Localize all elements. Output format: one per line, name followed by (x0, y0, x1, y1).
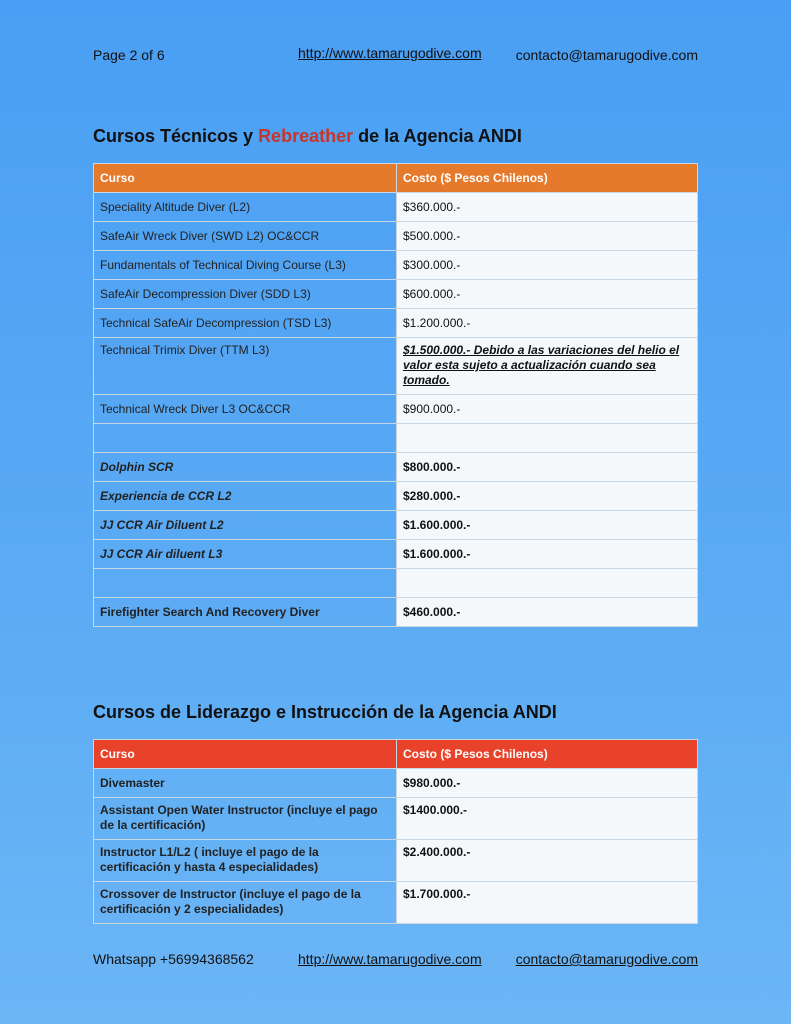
table-header-row (94, 740, 698, 769)
table-header-row (94, 164, 698, 193)
column-header-course: Curso (94, 740, 397, 769)
course-name: Instructor L1/L2 ( incluye el pago de la certificación y hasta 4 especialidades) (94, 840, 397, 882)
table-row (94, 395, 698, 424)
section-title-technical: Cursos Técnicos y Rebreather de la Agencia ANDI (93, 126, 522, 146)
course-name: Assistant Open Water Instructor (incluye el pago de la certificación) (94, 798, 397, 840)
course-name: SafeAir Decompression Diver (SDD L3) (94, 280, 397, 309)
course-cost: $800.000.- (397, 453, 698, 482)
course-name: JJ CCR Air Diluent L2 (94, 511, 397, 540)
table-row (94, 598, 698, 627)
column-header-cost: Costo ($ Pesos Chilenos) (397, 740, 698, 769)
course-name: Fundamentals of Technical Diving Course (L3) (94, 251, 397, 280)
course-cost: $1.600.000.- (397, 511, 698, 540)
course-name: JJ CCR Air diluent L3 (94, 540, 397, 569)
table-row (94, 540, 698, 569)
course-cost: $2.400.000.- (397, 840, 698, 882)
course-cost: $360.000.- (397, 193, 698, 222)
course-cost: $1.600.000.- (397, 540, 698, 569)
table-row (94, 511, 698, 540)
course-name: Speciality Altitude Diver (L2) (94, 193, 397, 222)
course-cost: $280.000.- (397, 482, 698, 511)
table-row-empty (94, 569, 698, 598)
page-header (93, 47, 698, 67)
table-row (94, 193, 698, 222)
course-name: Dolphin SCR (94, 453, 397, 482)
table-row (94, 882, 698, 924)
course-cost (397, 569, 698, 598)
table-row (94, 769, 698, 798)
table-row (94, 482, 698, 511)
footer-website-link[interactable]: http://www.tamarugodive.com (298, 951, 482, 967)
course-cost: $460.000.- (397, 598, 698, 627)
footer-email-link[interactable]: contacto@tamarugodive.com (515, 951, 698, 967)
technical-courses-table (93, 163, 698, 627)
table-row-empty (94, 424, 698, 453)
course-cost: $900.000.- (397, 395, 698, 424)
course-name: Experiencia de CCR L2 (94, 482, 397, 511)
header-email[interactable]: contacto@tamarugodive.com (515, 47, 698, 63)
column-header-course: Curso (94, 164, 397, 193)
table-row (94, 309, 698, 338)
course-name: Technical Wreck Diver L3 OC&CCR (94, 395, 397, 424)
table-row (94, 338, 698, 395)
page-number: Page 2 of 6 (93, 47, 165, 63)
leadership-courses-table (93, 739, 698, 924)
course-name: Firefighter Search And Recovery Diver (94, 598, 397, 627)
course-cost: $1400.000.- (397, 798, 698, 840)
course-cost: $1.700.000.- (397, 882, 698, 924)
footer-whatsapp: Whatsapp +56994368562 (93, 951, 254, 967)
header-website-link[interactable]: http://www.tamarugodive.com (298, 45, 482, 61)
course-name: SafeAir Wreck Diver (SWD L2) OC&CCR (94, 222, 397, 251)
table-row (94, 453, 698, 482)
page-footer (93, 951, 698, 971)
course-name: Technical Trimix Diver (TTM L3) (94, 338, 397, 395)
course-name (94, 569, 397, 598)
course-cost-note: $1.500.000.- Debido a las variaciones del helio el valor esta sujeto a actualización cuando sea tomado. (397, 338, 698, 395)
course-cost: $1.200.000.- (397, 309, 698, 338)
table-row (94, 251, 698, 280)
course-name: Technical SafeAir Decompression (TSD L3) (94, 309, 397, 338)
section-title-leadership: Cursos de Liderazgo e Instrucción de la Agencia ANDI (93, 702, 557, 722)
course-cost: $600.000.- (397, 280, 698, 309)
course-cost (397, 424, 698, 453)
course-name (94, 424, 397, 453)
course-cost: $980.000.- (397, 769, 698, 798)
column-header-cost: Costo ($ Pesos Chilenos) (397, 164, 698, 193)
table-row (94, 840, 698, 882)
table-row (94, 798, 698, 840)
course-name: Divemaster (94, 769, 397, 798)
course-name: Crossover de Instructor (incluye el pago de la certificación y 2 especialidades) (94, 882, 397, 924)
table-row (94, 280, 698, 309)
course-cost: $500.000.- (397, 222, 698, 251)
table-row (94, 222, 698, 251)
course-cost: $300.000.- (397, 251, 698, 280)
